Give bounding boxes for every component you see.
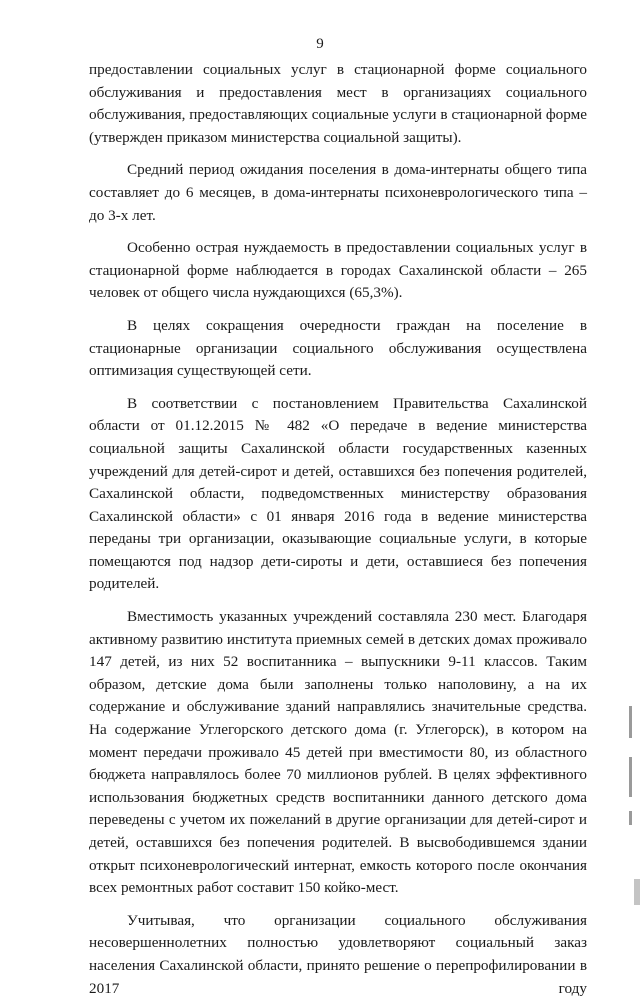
paragraph-government-resolution: В соответствии с постановлением Правительства Сахалинской области от 01.12.2015 № 482 «О передаче в ведение министерства социальной защиты Сахалинской области государственных казенных учреждений для детей-сирот и детей, оставшихся без попечения родителей, Сахалинской области, подведомственных министерству образования Сахалинской области» с 01 января 2016 года в ведение министерства переданы три организации, оказывающие социальные услуги, в которые помещаются под надзор дети-сироты и дети, оставшиеся без попечения родителей.: [89, 394, 587, 593]
paragraph-institution-capacity: Вместимость указанных учреждений составляла 230 мест. Благодаря активному развитию института приемных семей в детских домах проживало 147 детей, из них 52 воспитанника – выпускники 9-11 классов. Таким образом, детские дома были заполнены только наполовину, а на их содержание и обслуживание зданий направлялись значительные средства. На содержание Углегорского детского дома (г. Углегорск), в котором на момент передачи проживало 45 детей при вместимости 80, из областного бюджета направлялось более 70 миллионов рублей. В целях эффективного использования бюджетных средств воспитанники данного детского дома переведены с учетом их пожеланий в другие организации для детей-сирот и детей, оставшихся без попечения родителей. В высвободившемся здании открыт психоневрологический интернат, емкость которого после окончания всех ремонтных работ составит 150 койко-мест.: [89, 608, 587, 897]
paragraph-network-optimization: В целях сокращения очередности граждан на поселение в стационарные организации социального обслуживания осуществлена оптимизация существующей сети.: [89, 316, 587, 380]
paragraph-waiting-period: Средний период ожидания поселения в дома-интернаты общего типа составляет до 6 месяцев, в дома-интернаты психоневрологического типа – до 3-х лет.: [89, 161, 587, 224]
paragraph-reprofiling-decision: Учитывая, что организации социального обслуживания несовершеннолетних полностью удовлетворяют социальный заказ населения Сахалинской области, принято решение о перепрофилировании в 2017 году: [89, 911, 587, 997]
paragraph-urgent-need: Особенно острая нуждаемость в предоставлении социальных услуг в стационарной форме наблюдается в городах Сахалинской области – 265 человек от общего числа нуждающихся (65,3%).: [89, 239, 587, 302]
page-number: 9: [316, 36, 324, 52]
paragraph-continuation: предоставлении социальных услуг в стационарной форме социального обслуживания и предоставления мест в организациях социального обслуживания, предоставляющих социальные услуги в стационарной форме (утвержден приказом министерства социальной защиты).: [89, 61, 587, 146]
document-body: [89, 59, 587, 1000]
scan-edge-mark: [629, 811, 632, 825]
scan-corner-mark: [634, 879, 640, 905]
scan-edge-mark: [629, 757, 632, 797]
scan-edge-mark: [629, 706, 632, 738]
